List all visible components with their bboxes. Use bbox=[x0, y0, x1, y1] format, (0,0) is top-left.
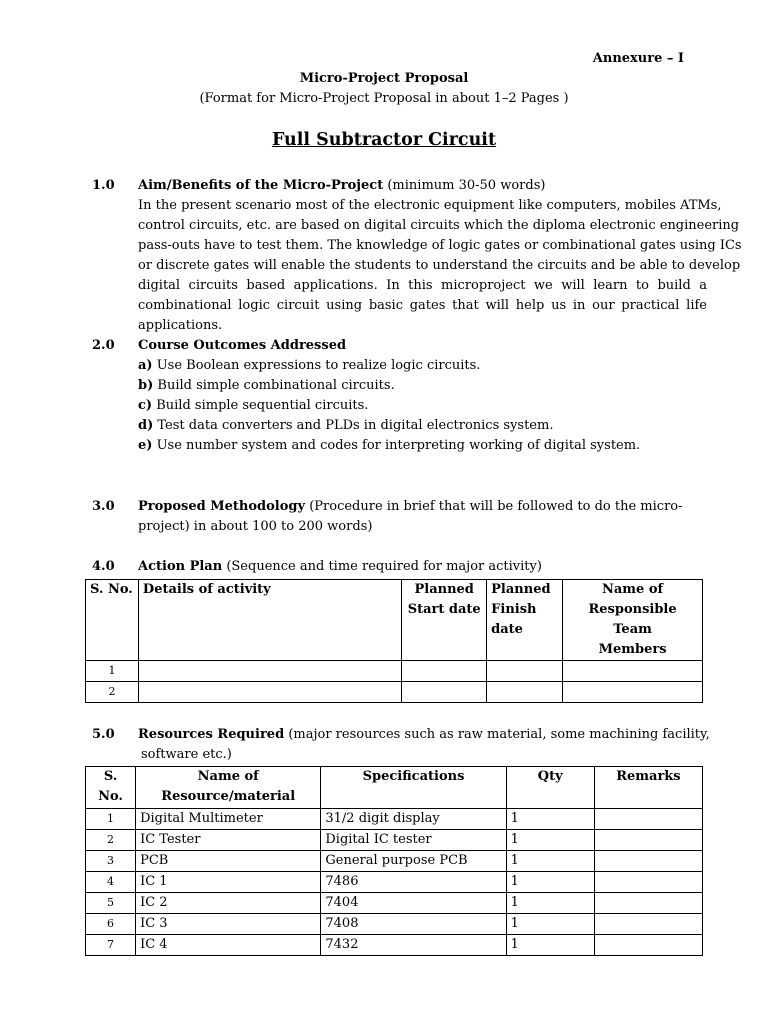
outcome-text: Use Boolean expressions to realize logic circuits. bbox=[156, 358, 481, 373]
section-5-heading-line bbox=[138, 725, 710, 745]
col-header-sno: S. No. bbox=[86, 767, 136, 809]
table-row bbox=[86, 872, 703, 893]
paragraph-line: or discrete gates will enable the students to understand the circuits and be able to develop bbox=[138, 258, 741, 273]
table-row bbox=[86, 914, 703, 935]
row-sno: 3 bbox=[86, 851, 136, 872]
row-sno: 2 bbox=[86, 682, 139, 703]
row-resource: IC 3 bbox=[136, 914, 321, 935]
row-spec: 31/2 digit display bbox=[321, 809, 506, 830]
row-spec: 7404 bbox=[321, 893, 506, 914]
row-start bbox=[402, 682, 487, 703]
section-5-note: (major resources such as raw material, some machining facility, bbox=[288, 727, 710, 742]
row-spec: General purpose PCB bbox=[321, 851, 506, 872]
paragraph-line: applications. bbox=[138, 318, 223, 333]
col-header-finish-date: Planned Finish date bbox=[487, 580, 563, 661]
section-2-number: 2.0 bbox=[92, 338, 115, 353]
outcome-label: e) bbox=[138, 438, 153, 453]
section-2-heading: Course Outcomes Addressed bbox=[138, 338, 347, 353]
paragraph-line: In the present scenario most of the electronic equipment like computers, mobiles ATMs, bbox=[138, 198, 722, 213]
section-1-note: (minimum 30-50 words) bbox=[387, 178, 546, 193]
outcome-item bbox=[138, 396, 640, 416]
row-spec: 7408 bbox=[321, 914, 506, 935]
outcome-item bbox=[138, 376, 640, 396]
row-resource: IC 1 bbox=[136, 872, 321, 893]
table-row bbox=[86, 809, 703, 830]
proposal-title: Micro-Project Proposal bbox=[299, 71, 469, 86]
row-members bbox=[563, 682, 703, 703]
row-details bbox=[138, 682, 401, 703]
section-3-heading-line bbox=[138, 497, 683, 517]
section-5-number: 5.0 bbox=[92, 727, 115, 742]
outcome-item bbox=[138, 436, 640, 456]
section-3-note-continued: project) in about 100 to 200 words) bbox=[138, 519, 373, 534]
section-5-heading: Resources Required bbox=[138, 727, 285, 742]
col-header-details: Details of activity bbox=[138, 580, 401, 661]
row-qty: 1 bbox=[506, 851, 594, 872]
table-row bbox=[86, 682, 703, 703]
row-sno: 4 bbox=[86, 872, 136, 893]
row-qty: 1 bbox=[506, 914, 594, 935]
row-members bbox=[563, 661, 703, 682]
row-sno: 2 bbox=[86, 830, 136, 851]
row-sno: 1 bbox=[86, 809, 136, 830]
row-remarks bbox=[594, 914, 702, 935]
outcome-text: Test data converters and PLDs in digital electronics system. bbox=[157, 418, 554, 433]
col-header-resource: Name of Resource/material bbox=[136, 767, 321, 809]
row-remarks bbox=[594, 872, 702, 893]
row-remarks bbox=[594, 893, 702, 914]
row-qty: 1 bbox=[506, 809, 594, 830]
row-qty: 1 bbox=[506, 935, 594, 956]
col-header-team-members: Name of Responsible Team Members bbox=[563, 580, 703, 661]
row-sno: 1 bbox=[86, 661, 139, 682]
outcome-text: Use number system and codes for interpreting working of digital system. bbox=[156, 438, 641, 453]
row-spec: 7486 bbox=[321, 872, 506, 893]
row-spec: 7432 bbox=[321, 935, 506, 956]
row-resource: Digital Multimeter bbox=[136, 809, 321, 830]
row-resource: PCB bbox=[136, 851, 321, 872]
row-remarks bbox=[594, 851, 702, 872]
section-4-heading: Action Plan bbox=[138, 559, 223, 574]
col-header-sno: S. No. bbox=[86, 580, 139, 661]
course-outcomes-list bbox=[138, 356, 640, 456]
section-5-note-continued: software etc.) bbox=[141, 747, 232, 762]
table-row bbox=[86, 893, 703, 914]
section-1-heading: Aim/Benefits of the Micro-Project bbox=[138, 178, 384, 193]
section-4-heading-line bbox=[138, 557, 542, 577]
table-header-row bbox=[86, 767, 703, 809]
outcome-label: d) bbox=[138, 418, 154, 433]
paragraph-line: pass-outs have to test them. The knowledge of logic gates or combinational gates using ICs bbox=[138, 238, 742, 253]
table-header-row bbox=[86, 580, 703, 661]
row-remarks bbox=[594, 935, 702, 956]
col-header-specifications: Specifications bbox=[321, 767, 506, 809]
table-row bbox=[86, 851, 703, 872]
col-header-remarks: Remarks bbox=[594, 767, 702, 809]
paragraph-line: combinational logic circuit using basic gates that will help us in our practical life bbox=[138, 298, 707, 313]
row-qty: 1 bbox=[506, 830, 594, 851]
project-title: Full Subtractor Circuit bbox=[271, 130, 497, 150]
annexure-label: Annexure – I bbox=[592, 51, 684, 66]
outcome-item bbox=[138, 416, 640, 436]
proposal-subtitle: (Format for Micro-Project Proposal in about 1–2 Pages ) bbox=[199, 91, 569, 106]
outcome-label: b) bbox=[138, 378, 154, 393]
row-finish bbox=[487, 682, 563, 703]
section-1-number: 1.0 bbox=[92, 178, 115, 193]
paragraph-line: control circuits, etc. are based on digital circuits which the diploma electronic engineering bbox=[138, 218, 740, 233]
outcome-item bbox=[138, 356, 640, 376]
row-spec: Digital IC tester bbox=[321, 830, 506, 851]
section-3-heading: Proposed Methodology bbox=[138, 499, 306, 514]
row-qty: 1 bbox=[506, 872, 594, 893]
outcome-text: Build simple combinational circuits. bbox=[157, 378, 395, 393]
row-remarks bbox=[594, 809, 702, 830]
row-start bbox=[402, 661, 487, 682]
row-sno: 7 bbox=[86, 935, 136, 956]
outcome-text: Build simple sequential circuits. bbox=[156, 398, 369, 413]
table-row bbox=[86, 935, 703, 956]
row-remarks bbox=[594, 830, 702, 851]
section-1-heading-line bbox=[138, 176, 545, 196]
table-row bbox=[86, 830, 703, 851]
action-plan-table bbox=[85, 579, 703, 703]
row-details bbox=[138, 661, 401, 682]
section-4-number: 4.0 bbox=[92, 559, 115, 574]
col-header-qty: Qty bbox=[506, 767, 594, 809]
paragraph-line: digital circuits based applications. In this microproject we will learn to build a bbox=[138, 278, 707, 293]
col-header-start-date: Planned Start date bbox=[402, 580, 487, 661]
outcome-label: a) bbox=[138, 358, 153, 373]
row-finish bbox=[487, 661, 563, 682]
row-resource: IC 2 bbox=[136, 893, 321, 914]
section-1-paragraph bbox=[138, 196, 742, 336]
row-resource: IC 4 bbox=[136, 935, 321, 956]
table-row bbox=[86, 661, 703, 682]
row-sno: 5 bbox=[86, 893, 136, 914]
section-3-number: 3.0 bbox=[92, 499, 115, 514]
section-4-note: (Sequence and time required for major activity) bbox=[226, 559, 542, 574]
row-qty: 1 bbox=[506, 893, 594, 914]
section-3-note: (Procedure in brief that will be followed to do the micro- bbox=[309, 499, 683, 514]
row-resource: IC Tester bbox=[136, 830, 321, 851]
outcome-label: c) bbox=[138, 398, 153, 413]
resources-table bbox=[85, 766, 703, 956]
row-sno: 6 bbox=[86, 914, 136, 935]
